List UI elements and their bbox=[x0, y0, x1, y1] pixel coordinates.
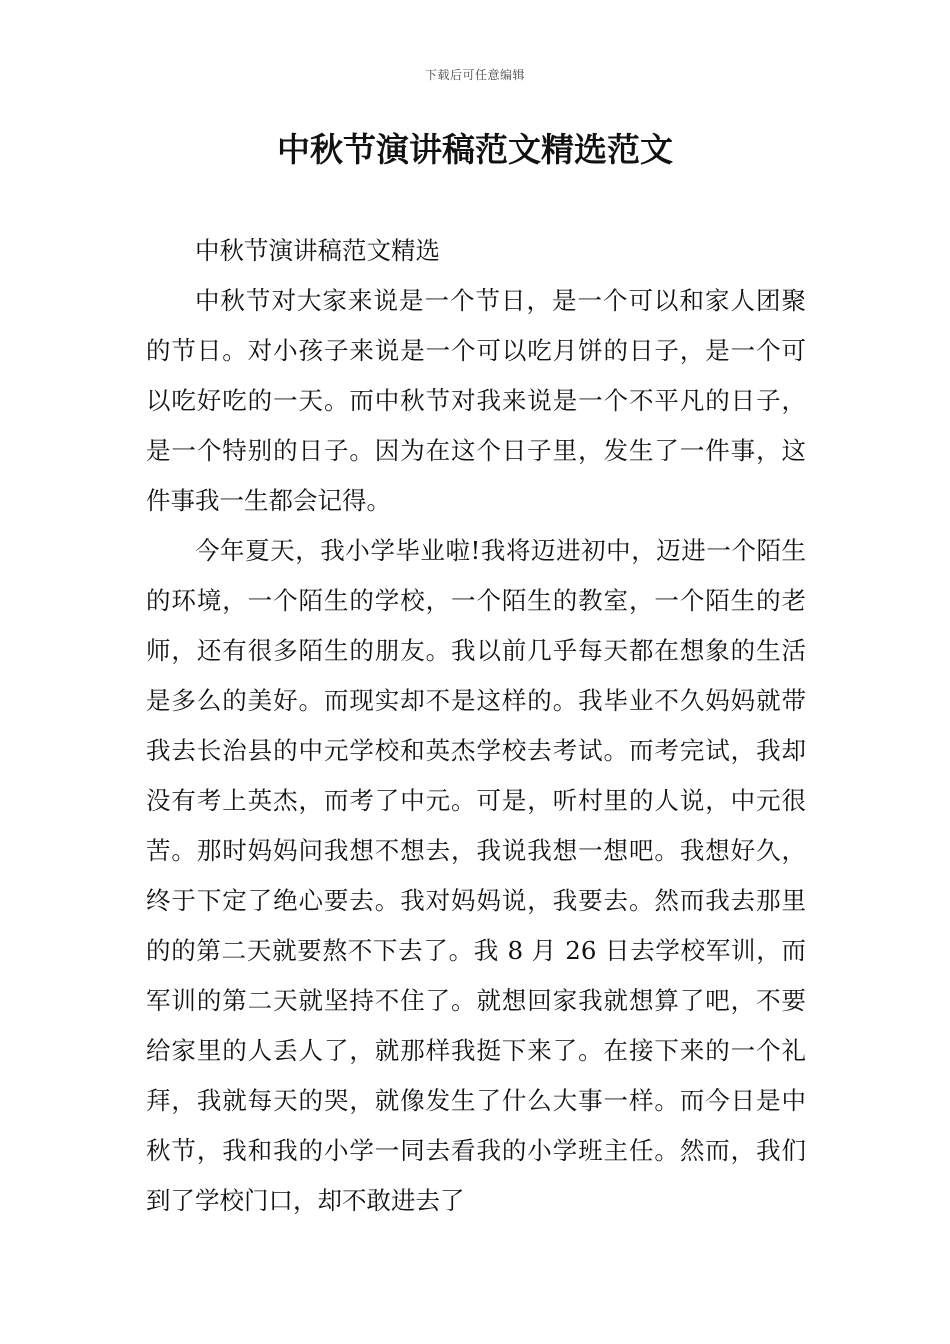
document-title: 中秋节演讲稿范文精选范文 bbox=[277, 130, 673, 169]
body-paragraph-subtitle: 中秋节演讲稿范文精选 bbox=[195, 236, 440, 265]
document-body bbox=[146, 226, 806, 1226]
body-paragraph: 今年夏天，我小学毕业啦!我将迈进初中，迈进一个陌生的环境，一个陌生的学校，一个陌生的教室，一个陌生的老师，还有很多陌生的朋友。我以前几乎每天都在想象的生活是多么的美好。而现实却不是这样的。我毕业不久妈妈就带我去长治县的中元学校和英杰学校去考试。而考完试，我却没有考上英杰，而考了中元。可是，听村里的人说，中元很苦。那时妈妈问我想不想去，我说我想一想吧。我想好久，终于下定了绝心要去。我对妈妈说，我要去。然而我去那里的的第二天就要熬不下去了。我 8 月 26 日去学校军训，而军训的第二天就坚持不住了。就想回家我就想算了吧，不要给家里的人丢人了，就那样我挺下来了。在接下来的一个礼拜，我就每天的哭，就像发生了什么大事一样。而今日是中秋节，我和我的小学一同去看我的小学班主任。然而，我们到了学校门口，却不敢进去了 bbox=[146, 536, 806, 1215]
body-paragraph: 中秋节对大家来说是一个节日，是一个可以和家人团聚的节日。对小孩子来说是一个可以吃月饼的日子，是一个可以吃好吃的一天。而中秋节对我来说是一个不平凡的日子，是一个特别的日子。因为在这个日子里，发生了一件事，这件事我一生都会记得。 bbox=[146, 286, 806, 515]
page-header-note: 下载后可任意编辑 bbox=[424, 68, 525, 82]
